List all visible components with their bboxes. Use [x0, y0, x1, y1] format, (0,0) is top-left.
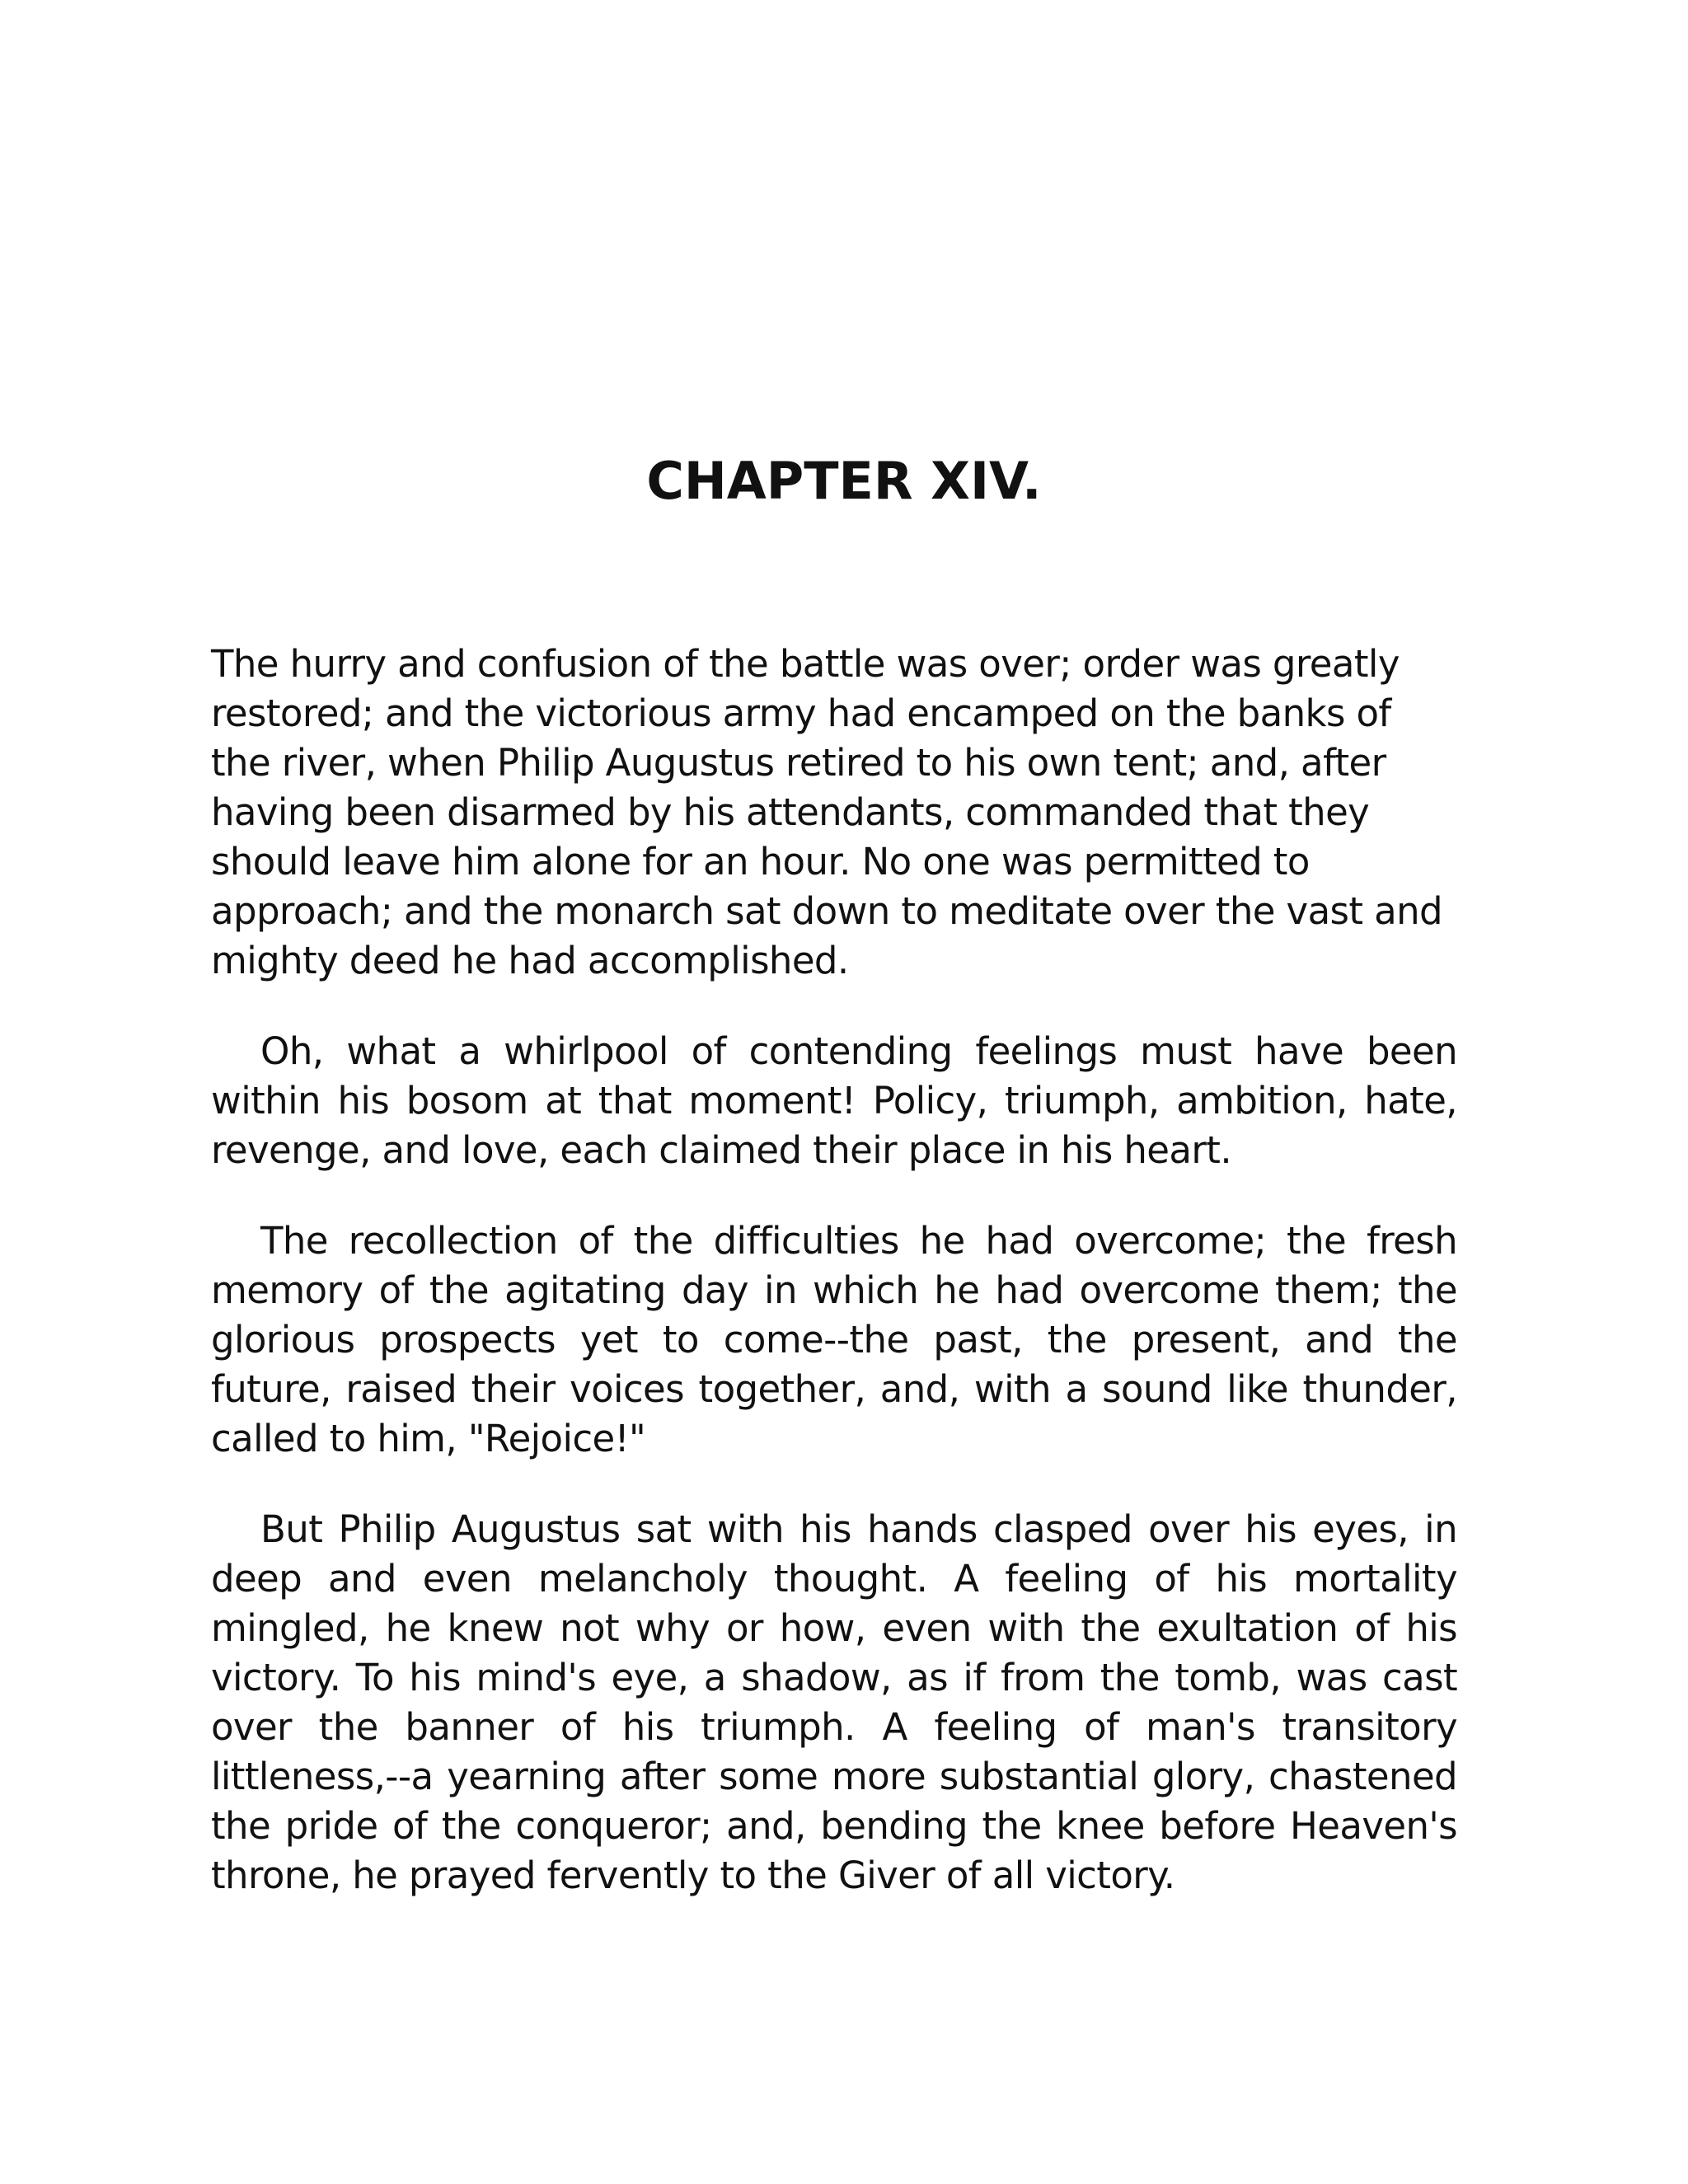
paragraph-4: But Philip Augustus sat with his hands clasped over his eyes, in deep and even melancholy thought. A feeling of his mortality mingled, he knew not why or how, even with the exultation of his victory. To his mind's eye, a shadow, as if from the tomb, was cast over the banner of his triumph. A feeling of man's transitory littleness,--a yearning after some more substantial glory, chastened the pride of the conqueror; and, bending the knee before Heaven's throne, he prayed fervently to the Giver of all victory. — [211, 1507, 1457, 1897]
paragraph-2: Oh, what a whirlpool of contending feelings must have been within his bosom at that moment! Policy, triumph, ambition, hate, revenge, and love, each claimed their place in his heart. — [211, 1029, 1457, 1172]
paragraph-3: The recollection of the difficulties he had overcome; the fresh memory of the agitating day in which he had overcome them; the glorious prospects yet to come--the past, the present, and the future, raised their voices together, and, with a sound like thunder, called to him, "Rejoice!" — [211, 1219, 1457, 1460]
paragraph-1: The hurry and confusion of the battle was over; order was greatly restored; and the victorious army had encamped on the banks of the river, when Philip Augustus retired to his own tent; and, after having been disarmed by his attendants, commanded that they should leave him alone for an hour. No one was permitted to approach; and the monarch sat down to meditate over the vast and mighty deed he had accomplished. — [211, 642, 1442, 982]
chapter-body — [211, 640, 1457, 1942]
chapter-title: CHAPTER XIV. — [646, 451, 1042, 511]
